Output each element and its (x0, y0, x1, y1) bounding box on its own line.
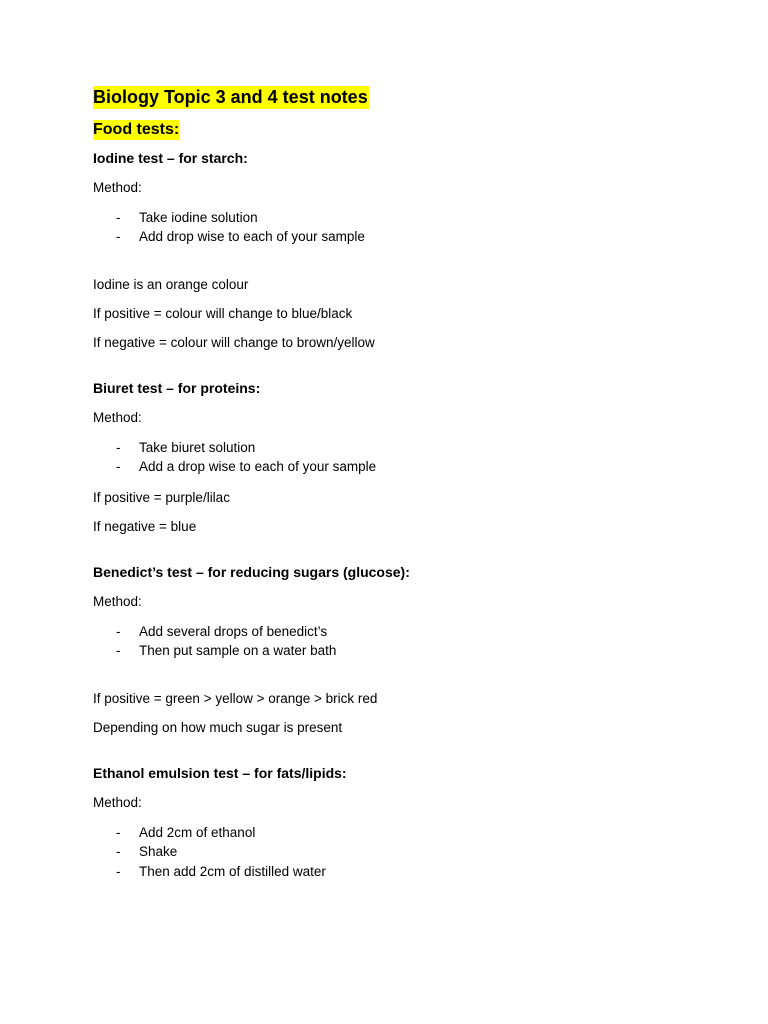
spacer (93, 547, 733, 564)
bullet-dash: - (116, 863, 121, 879)
document-title (93, 86, 733, 109)
benedict-test-heading: Benedict’s test – for reducing sugars (glucose): (93, 563, 410, 580)
benedict-note: Depending on how much sugar is present (93, 719, 343, 735)
spacer (93, 259, 733, 276)
list-item-text: Add 2cm of ethanol (139, 824, 256, 840)
biuret-method-label: Method: (93, 409, 142, 425)
document-title-text: Biology Topic 3 and 4 test notes (93, 87, 368, 107)
iodine-method-label: Method: (93, 179, 142, 195)
list-item-text: Then put sample on a water bath (139, 643, 337, 658)
spacer (93, 363, 733, 380)
list-item (93, 842, 733, 862)
benedict-method-label: Method: (93, 593, 142, 609)
benedict-steps-list (93, 622, 733, 661)
ethanol-test-heading: Ethanol emulsion test – for fats/lipids: (93, 764, 347, 781)
biuret-note: If positive = purple/lilac (93, 489, 230, 505)
list-item (93, 457, 733, 477)
bullet-dash: - (116, 459, 121, 474)
ethanol-method-label: Method: (93, 794, 142, 810)
document-page (93, 86, 733, 893)
iodine-steps-list (93, 208, 733, 247)
list-item-text: Add a drop wise to each of your sample (139, 459, 377, 474)
bullet-dash: - (116, 824, 121, 840)
list-item-text: Shake (139, 844, 178, 859)
bullet-dash: - (116, 623, 121, 639)
iodine-note: If negative = colour will change to brown/yellow (93, 334, 375, 350)
list-item (93, 227, 733, 247)
list-item (93, 641, 733, 661)
ethanol-steps-list (93, 823, 733, 882)
spacer (93, 673, 733, 690)
section-title (93, 120, 733, 140)
list-item-text: Add drop wise to each of your sample (139, 229, 365, 244)
iodine-test-heading: Iodine test – for starch: (93, 149, 248, 166)
bullet-dash: - (116, 209, 121, 225)
benedict-note: If positive = green > yellow > orange > brick red (93, 690, 378, 706)
spacer (93, 748, 733, 765)
list-item-text: Take iodine solution (139, 209, 258, 225)
bullet-dash: - (116, 229, 121, 244)
list-item-text: Add several drops of benedict’s (139, 623, 328, 639)
biuret-test-heading: Biuret test – for proteins: (93, 379, 261, 396)
section-title-text: Food tests: (93, 120, 180, 138)
list-item (93, 823, 733, 843)
biuret-steps-list (93, 438, 733, 477)
list-item (93, 862, 733, 882)
iodine-note: Iodine is an orange colour (93, 276, 249, 292)
list-item-text: Take biuret solution (139, 439, 256, 455)
bullet-dash: - (116, 643, 121, 658)
list-item (93, 438, 733, 458)
bullet-dash: - (116, 844, 121, 859)
iodine-note: If positive = colour will change to blue/black (93, 305, 353, 321)
list-item (93, 208, 733, 228)
list-item-text: Then add 2cm of distilled water (139, 863, 326, 879)
bullet-dash: - (116, 439, 121, 455)
list-item (93, 622, 733, 642)
biuret-note: If negative = blue (93, 518, 197, 534)
